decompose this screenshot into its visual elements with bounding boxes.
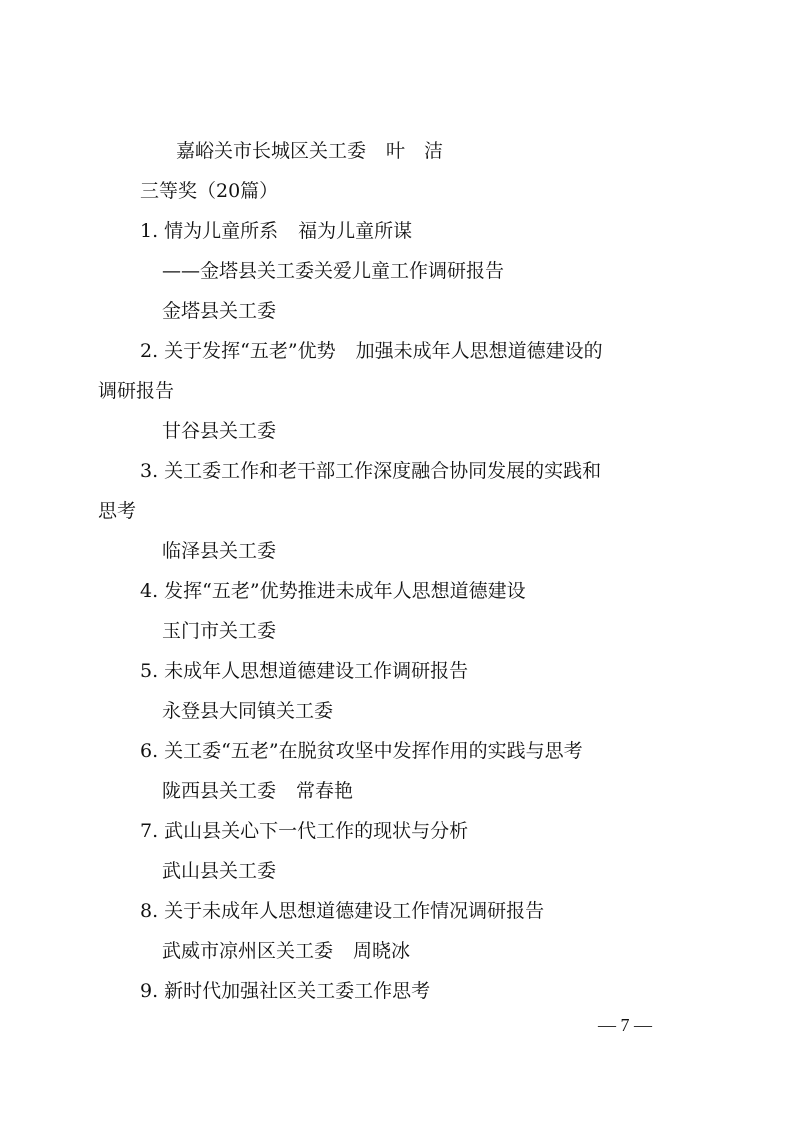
entry-title: 9. 新时代加强社区关工委工作思考 (140, 980, 431, 1002)
entry-author: 甘谷县关工委 (162, 420, 277, 442)
author-line: 嘉峪关市长城区关工委 叶 洁 (176, 140, 444, 162)
entry-title: 4. 发挥“五老”优势推进未成年人思想道德建设 (140, 580, 526, 602)
entry-title: 1. 情为儿童所系 福为儿童所谋 (140, 220, 413, 242)
entry-title: 8. 关于未成年人思想道德建设工作情况调研报告 (140, 900, 545, 922)
entry-author: 临泽县关工委 (162, 540, 277, 562)
entry-title: 5. 未成年人思想道德建设工作调研报告 (140, 660, 469, 682)
entry-author: 玉门市关工委 (162, 620, 277, 642)
entry-author: 永登县大同镇关工委 (162, 700, 334, 722)
entry-author: 陇西县关工委 常春艳 (162, 780, 354, 802)
entry-author: 武山县关工委 (162, 860, 277, 882)
entry-title: 6. 关工委“五老”在脱贫攻坚中发挥作用的实践与思考 (140, 740, 583, 762)
entry-title-continued: 调研报告 (98, 380, 175, 402)
entry-title: 3. 关工委工作和老干部工作深度融合协同发展的实践和 (140, 460, 602, 482)
entry-author: 武威市凉州区关工委 周晓冰 (162, 940, 411, 962)
entry-subtitle: ——金塔县关工委关爱儿童工作调研报告 (162, 260, 505, 282)
entry-title: 7. 武山县关心下一代工作的现状与分析 (140, 820, 469, 842)
entry-title: 2. 关于发挥“五老”优势 加强未成年人思想道德建设的 (140, 340, 603, 362)
entry-author: 金塔县关工委 (162, 300, 277, 322)
section-heading: 三等奖（20篇） (140, 180, 279, 202)
page-number: — 7 — (598, 1015, 652, 1035)
entry-title-continued: 思考 (98, 500, 137, 522)
